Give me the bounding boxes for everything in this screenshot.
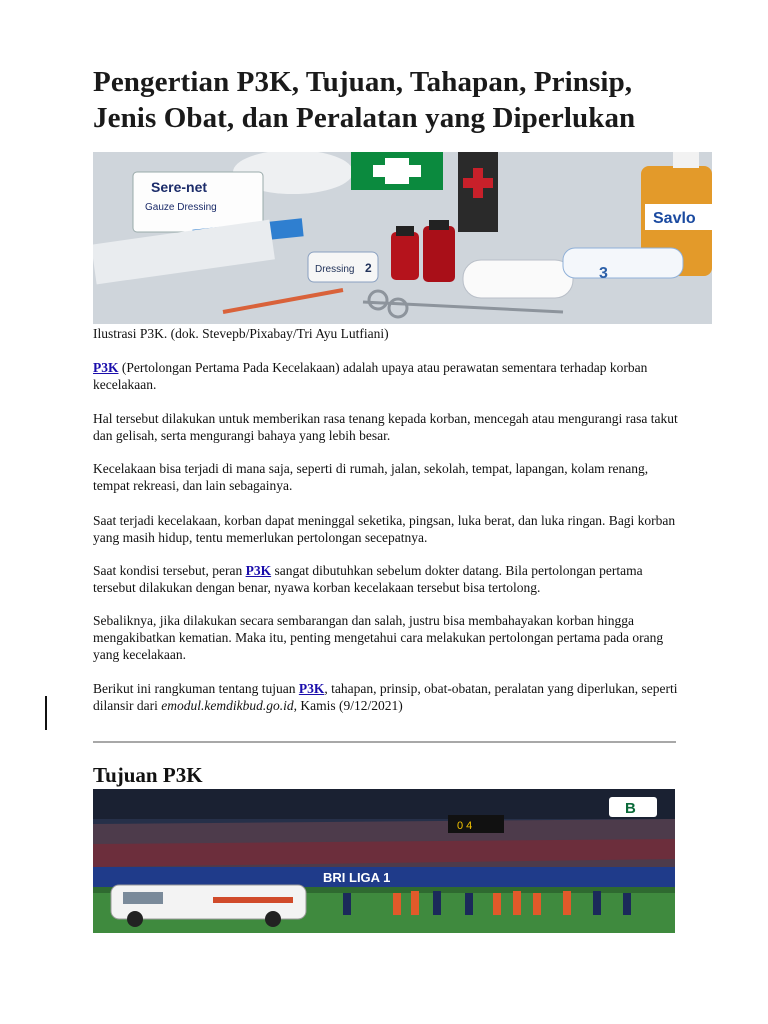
photo-caption: Ilustrasi P3K. (dok. Stevepb/Pixabay/Tri Ayu Lutfiani)	[93, 326, 389, 341]
p3k-link[interactable]: P3K	[298, 681, 325, 696]
section-heading: Tujuan P3K	[93, 763, 203, 787]
article-header	[93, 64, 683, 136]
paragraph-text: , Kamis (9/12/2021)	[293, 698, 403, 713]
paragraph-2	[93, 410, 683, 444]
section-divider	[93, 741, 676, 743]
gauze-label: Gauze Dressing	[145, 202, 217, 213]
dressing-label: Dressing	[315, 264, 355, 275]
stadium-illustration	[93, 789, 675, 933]
paragraph-text: (Pertolongan Pertama Pada Kecelakaan) adalah upaya atau perawatan sementara terhadap korban kecelakaan.	[93, 360, 648, 392]
article-title: Pengertian P3K, Tujuan, Tahapan, Prinsip, Jenis Obat, dan Peralatan yang Diperlukan	[93, 66, 636, 134]
stadium-photo	[93, 789, 675, 933]
text-cursor	[45, 696, 47, 730]
scoreboard: 0 4	[457, 820, 473, 832]
paragraph-3	[93, 460, 683, 494]
paragraph-text: Saat terjadi kecelakaan, korban dapat meninggal seketika, pingsan, luka berat, dan luka ringan. Bagi korban yang masih hidup, tentu memerlukan pertolongan secepatnya.	[93, 513, 676, 545]
paragraph-4	[93, 512, 683, 546]
dressing-number: 2	[365, 261, 372, 275]
paragraph-5	[93, 562, 683, 596]
paragraph-text: Sebaliknya, jika dilakukan secara sembarangan dan salah, justru bisa membahayakan korban hingga mengakibatkan kematian. Maka itu, penting mengetahui cara melakukan pertolongan pertama pada orang yang kecelakaan.	[93, 613, 664, 662]
paragraph-7	[93, 680, 683, 714]
bandage-number: 3	[599, 265, 608, 282]
paragraph-text: , tahapan, prinsip, obat-obatan, peralatan yang diperlukan, seperti dilansir dari	[93, 681, 678, 713]
p3k-link[interactable]: P3K	[93, 360, 119, 375]
red-bottle-1	[391, 232, 419, 280]
source-name: emodul.kemdikbud.go.id	[161, 698, 294, 713]
paragraph-text: Berikut ini rangkuman tentang tujuan	[93, 681, 299, 696]
savlon-label: Savlo	[653, 210, 696, 227]
paragraph-6	[93, 612, 683, 663]
sere-net-label: Sere-net	[151, 179, 208, 195]
paragraph-1	[93, 359, 683, 393]
first-aid-kit-illustration	[93, 152, 712, 324]
first-aid-kit-photo	[93, 152, 712, 324]
banner-text: BRI LIGA 1	[323, 870, 391, 885]
paragraph-text: sangat dibutuhkan sebelum dokter datang. Bila pertolongan pertama tersebut dilakukan dengan benar, nyawa korban kecelakaan tersebut bisa tertolong.	[93, 563, 643, 595]
logo-letter: B	[625, 800, 636, 817]
red-bottle-2	[423, 226, 455, 282]
p3k-link[interactable]: P3K	[245, 563, 272, 578]
paragraph-text: Saat kondisi tersebut, peran	[93, 563, 246, 578]
paragraph-text: Hal tersebut dilakukan untuk memberikan rasa tenang kepada korban, mencegah atau mengurangi rasa takut dan gelisah, serta mengurangi bahaya yang lebih besar.	[93, 411, 678, 443]
paragraph-text: Kecelakaan bisa terjadi di mana saja, seperti di rumah, jalan, sekolah, tempat, lapangan, kolam renang, tempat rekreasi, dan lain sebagainya.	[93, 461, 649, 493]
